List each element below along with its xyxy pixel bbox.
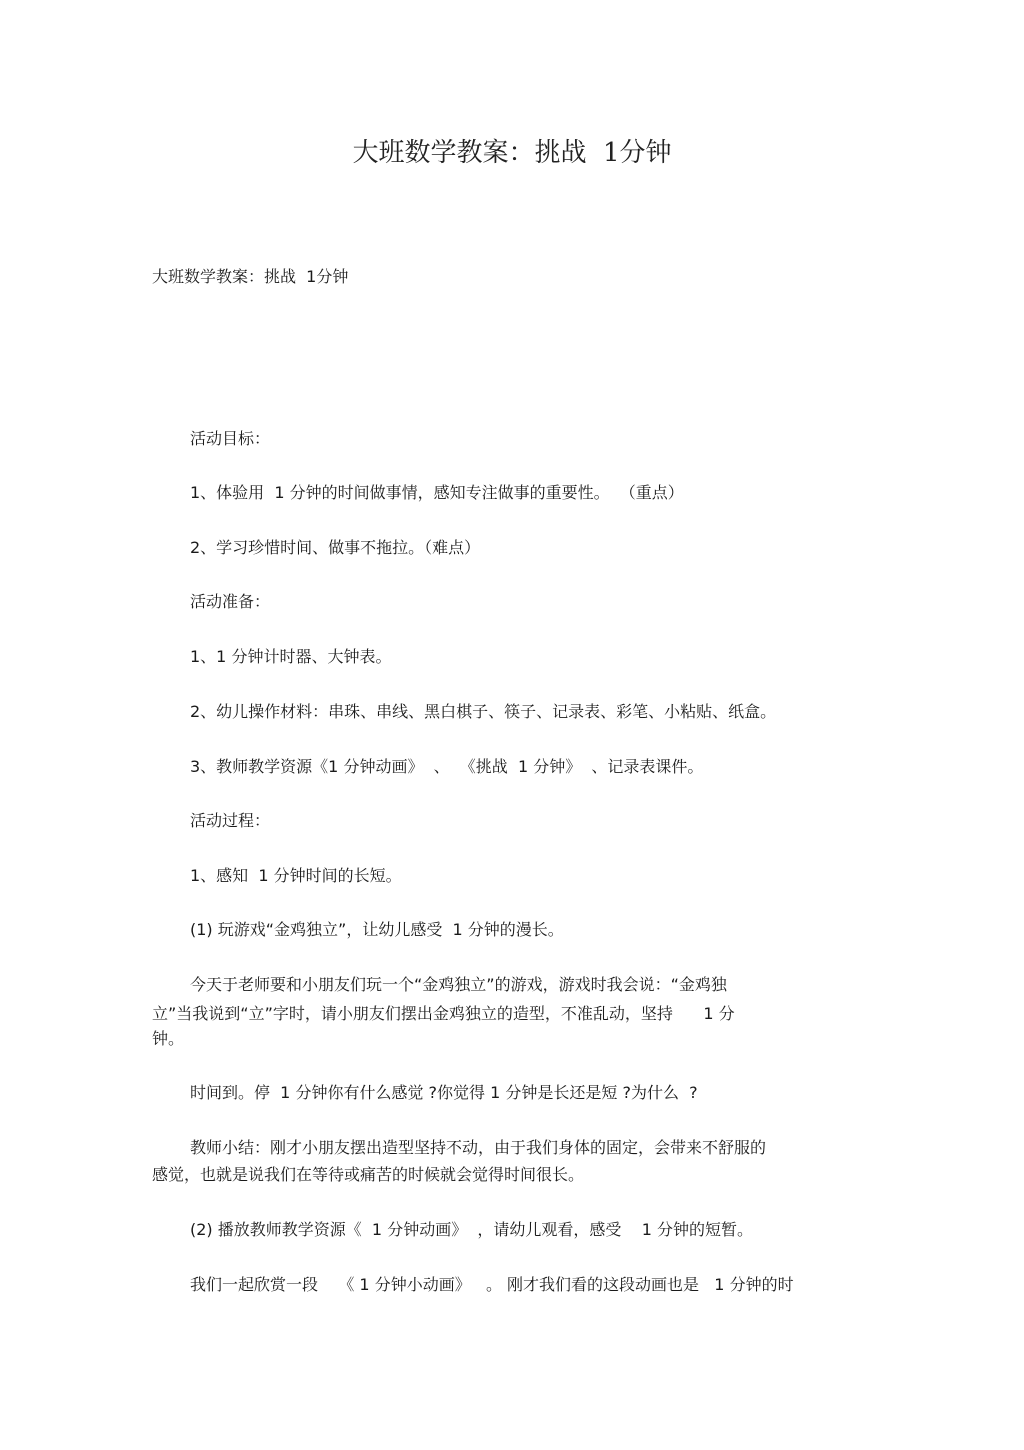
- paragraph-line: 感觉，也就是说我们在等待或痛苦的时候就会觉得时间很长。: [152, 1165, 585, 1184]
- paragraph-line: (2) 播放教师教学资源《 1 分钟动画》 ，请幼儿观看，感受 1 分钟的短暂。: [190, 1220, 753, 1239]
- paragraph-line: 立”当我说到“立”字时，请小朋友们摆出金鸡独立的造型，不准乱动，坚持 1 分: [152, 1004, 735, 1023]
- document-title: 大班数学教案：挑战 1分钟: [352, 138, 672, 168]
- paragraph-line: 2、幼儿操作材料：串珠、串线、黑白棋子、筷子、记录表、彩笔、小粘贴、纸盒。: [190, 702, 777, 721]
- paragraph-line: 3、教师教学资源《1 分钟动画》 、 《挑战 1 分钟》 、记录表课件。: [190, 757, 704, 776]
- paragraph-line: 今天于老师要和小朋友们玩一个“金鸡独立”的游戏，游戏时我会说：“金鸡独: [190, 975, 727, 994]
- paragraph-line: (1) 玩游戏“金鸡独立”，让幼儿感受 1 分钟的漫长。: [190, 920, 564, 939]
- paragraph-line: 钟。: [152, 1029, 185, 1048]
- paragraph-line: 1、体验用 1 分钟的时间做事情，感知专注做事的重要性。 （重点）: [190, 483, 684, 502]
- paragraph-line: 1、感知 1 分钟时间的长短。: [190, 866, 402, 885]
- paragraph-line: 时间到。停 1 分钟你有什么感觉 ?你觉得 1 分钟是长还是短 ?为什么 ?: [190, 1083, 698, 1102]
- section-heading-goals: 活动目标：: [190, 429, 271, 448]
- section-heading-preparation: 活动准备：: [190, 592, 271, 611]
- paragraph-line: 教师小结：刚才小朋友摆出造型坚持不动，由于我们身体的固定，会带来不舒服的: [190, 1138, 767, 1157]
- document-subtitle: 大班数学教案：挑战 1分钟: [152, 267, 349, 286]
- paragraph-line: 2、学习珍惜时间、做事不拖拉。（难点）: [190, 538, 481, 557]
- paragraph-line: 1、1 分钟计时器、大钟表。: [190, 647, 392, 666]
- paragraph-line: 我们一起欣赏一段 《 1 分钟小动画》 。 刚才我们看的这段动画也是 1 分钟的时: [190, 1275, 794, 1294]
- section-heading-process: 活动过程：: [190, 811, 271, 830]
